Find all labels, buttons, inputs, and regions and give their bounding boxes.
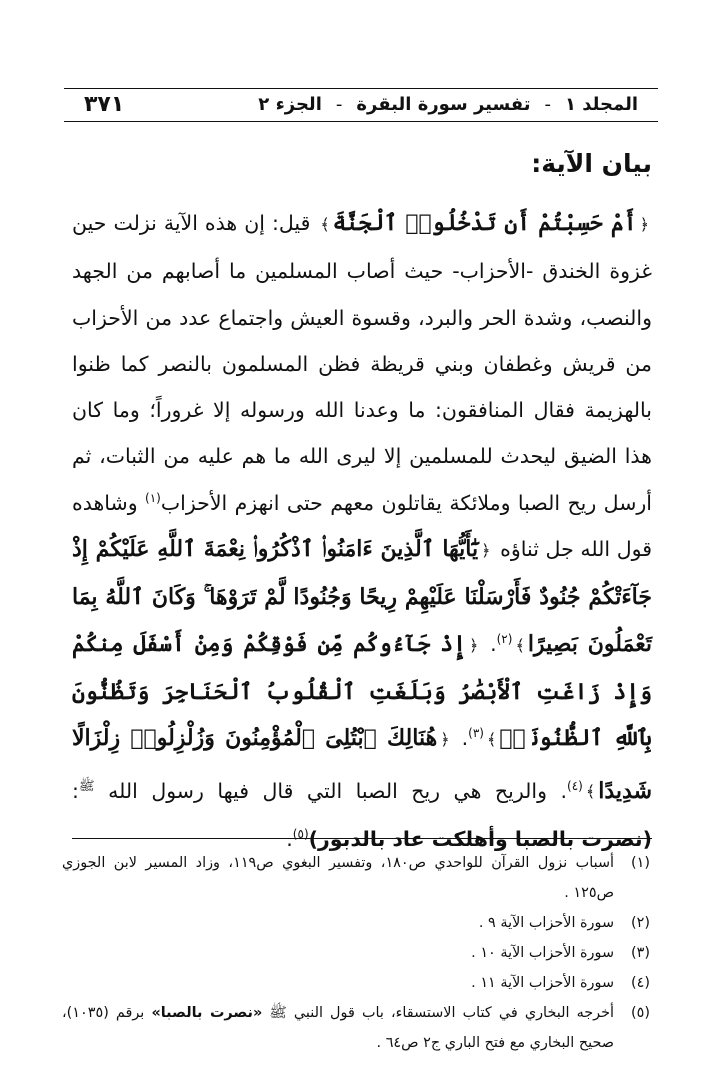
footnote-hadith-quote: «نصرت بالصبا» [151,1005,263,1021]
footnote-item [62,848,650,908]
footnote-text: سورة الأحزاب الآية ١١ . [471,975,614,991]
footnote-number: (٤) [631,975,650,991]
footnote-number: (٣) [631,945,650,961]
footnote-ref: (٥) [292,826,309,841]
footnotes [62,848,650,1058]
footnote-item [62,908,650,938]
section-title: بيان الآية: [531,149,652,178]
footnote-text: سورة الأحزاب الآية ١٠ . [471,945,614,961]
quran-verse-2: يَٰٓأَيُّهَا ٱلَّذِينَ ءَامَنُوا۟ ٱذْكُرُوا۟ نِعْمَةَ ٱللَّهِ عَلَيْكُمْ إِذْ جَآءَتْكُمْ جُنُودٌ فَأَرْسَلْنَا عَلَيْهِمْ رِيحًا وَجُنُودًا لَّمْ تَرَوْهَا ۚ وَكَانَ ٱللَّهُ بِمَا تَعْمَلُونَ بَصِيرًا [72,536,652,657]
salutation-glyph: ﷺ [78,778,95,794]
footnote-item [62,968,650,998]
verse-open-ornament: ﴿ [440,730,450,750]
verse-open-ornament: ﴿ [469,635,479,655]
footnote-ref: (١) [145,490,161,505]
commentary-text: . والريح هي ريح الصبا التي قال فيها رسول الله [108,778,568,803]
page-number: ٣٧١ [84,91,125,117]
footnote-divider [72,838,652,839]
footnote-item [62,998,650,1058]
footnote-number: (٢) [631,915,650,931]
footnote-ref: (٣) [468,726,484,741]
footnote-ref: (٤) [567,778,583,793]
verse-close-ornament: ﴾ [320,215,330,234]
header-part: الجزء ٢ [258,93,322,115]
quran-verse-1: أَمْ حَسِبْتُمْ أَن تَدْخُلُوا۟ ٱلْجَنَّةَ [332,210,637,236]
footnote-number: (١) [631,855,650,871]
header-rule-bottom [64,121,658,122]
commentary-text: قيل: إن هذه الآية نزلت حين غزوة الخندق -الأحزاب- حيث أصاب المسلمين ما أصابهم من الجهد والنصب، وشدة الحر والبرد، وقسوة العيش واجتماع عدد من الأحزاب من قريش وغطفان وبني قريظة فظن المسلمون بالنصر كما ظنوا بالهزيمة فقال المنافقون: ما وعدنا الله ورسوله إلا غروراً؛ وما كان هذا الضيق ليحدث للمسلمين إلا ليرى الله ما هم عليه من الثبات، ثم أرسل ريح الصبا وملائكة يقاتلون معهم حتى انهزم الأحزاب [72,211,652,515]
verse-open-ornament: ﴿ [481,541,491,561]
footnote-number: (٥) [631,1005,650,1021]
verse-close-ornament: ﴾ [486,730,497,750]
commentary-text: . [286,826,293,851]
footnote-text-part: أخرجه البخاري في كتاب الاستسقاء، باب قول النبي ﷺ [269,1005,615,1021]
footnote-item [62,938,650,968]
quran-verse-4: هُنَالِكَ ٱبْتُلِىَ ٱلْمُؤْمِنُونَ وَزُلْزِلُوا۟ زِلْزَالًا شَدِيدًا [72,725,652,804]
header-volume: المجلد ١ [565,93,638,115]
verse-close-ornament: ﴾ [515,635,525,655]
commentary-text: وشاهده قول الله جل ثناؤه [72,490,653,562]
footnote-text: أسباب نزول القرآن للواحدي ص١٨٠، وتفسير البغوي ص١١٩، وزاد المسير لابن الجوزي ص١٢٥ . [62,855,615,901]
header-rule-top [64,88,658,89]
header-separator: - [335,93,343,115]
commentary-text: : [72,778,79,803]
header-titles [258,94,638,115]
footnote-ref: (٢) [496,631,513,646]
running-header [64,84,658,124]
header-separator: - [544,93,552,115]
footnote-text: سورة الأحزاب الآية ٩ . [478,915,614,931]
verse-close-ornament: ﴾ [585,782,596,802]
hadith-quote: (نصرت بالصبا وأهلكت عاد بالدبور) [308,826,652,851]
quran-verse-3: إِذْ جَآءُوكُم مِّن فَوْقِكُمْ وَمِنْ أَسْفَلَ مِنكُمْ وَإِذْ زَاغَتِ ٱلْأَبْصَٰرُ وَبَلَغَتِ ٱلْقُلُوبُ ٱلْحَنَاجِرَ وَتَظُنُّونَ بِٱللَّهِ ٱلظُّنُونَا۠ [72,630,652,752]
verse-open-ornament: ﴿ [639,215,649,234]
footnote-text-part: برقم (١٠٣٥)، صحيح البخاري مع فتح الباري ج٢ ص٦٤ . [62,1005,614,1051]
footnote-text [62,998,614,1058]
header-title: تفسير سورة البقرة [356,93,531,115]
commentary-paragraph: ﴿أَمْ حَسِبْتُمْ أَن تَدْخُلُوا۟ ٱلْجَنَّةَ﴾ قيل: إن هذه الآية نزلت حين غزوة الخندق -الأحزاب- حيث أصاب المسلمين ما أصابهم من الجهد والنصب، وشدة الحر والبرد، وقسوة العيش واجتماع عدد من الأحزاب من قريش وغطفان وبني قريظة فظن المسلمون بالنصر كما ظنوا بالهزيمة فقال المنافقون: ما وعدنا الله ورسوله إلا غروراً؛ وما كان هذا الضيق ليحدث للمسلمين إلا ليرى الله ما هم عليه من الثبات، ثم أرسل ريح الصبا وملائكة يقاتلون معهم حتى انهزم الأحزاب$^{(١)}$ وشاهده قول الله جل ثناؤه ﴿يَٰٓأَيُّهَا ٱلَّذِينَ ءَامَنُوا۟ ٱذْكُرُوا۟ نِعْمَةَ ٱللَّهِ عَلَيْكُمْ إِذْ جَآءَتْكُمْ جُنُودٌ فَأَرْسَلْنَا عَلَيْهِمْ رِيحًا وَجُنُودًا لَّمْ تَرَوْهَا ۚ وَكَانَ ٱللَّهُ بِمَا تَعْمَلُونَ بَصِيرًا﴾$^{(٢)}$. ﴿إِذْ جَآءُوكُم مِّن فَوْقِكُمْ وَمِنْ أَسْفَلَ مِنكُمْ وَإِذْ زَاغَتِ ٱلْأَبْصَٰرُ وَبَلَغَتِ ٱلْقُلُوبُ ٱلْحَنَاجِرَ وَتَظُنُّونَ بِٱللَّهِ ٱلظُّنُونَا۠﴾$^{(٣)}$. ﴿هُنَالِكَ ٱبْتُلِىَ ٱلْمُؤْمِنُونَ وَزُلْزِلُوا۟ زِلْزَالًا شَدِيدًا﴾$^{(٤)}$. والريح هي ريح الصبا التي قال فيها رسول الله $^ﷺ$: (نصرت بالصبا وأهلكت عاد بالدبور)$^{(٥)}$. [72,210,653,851]
